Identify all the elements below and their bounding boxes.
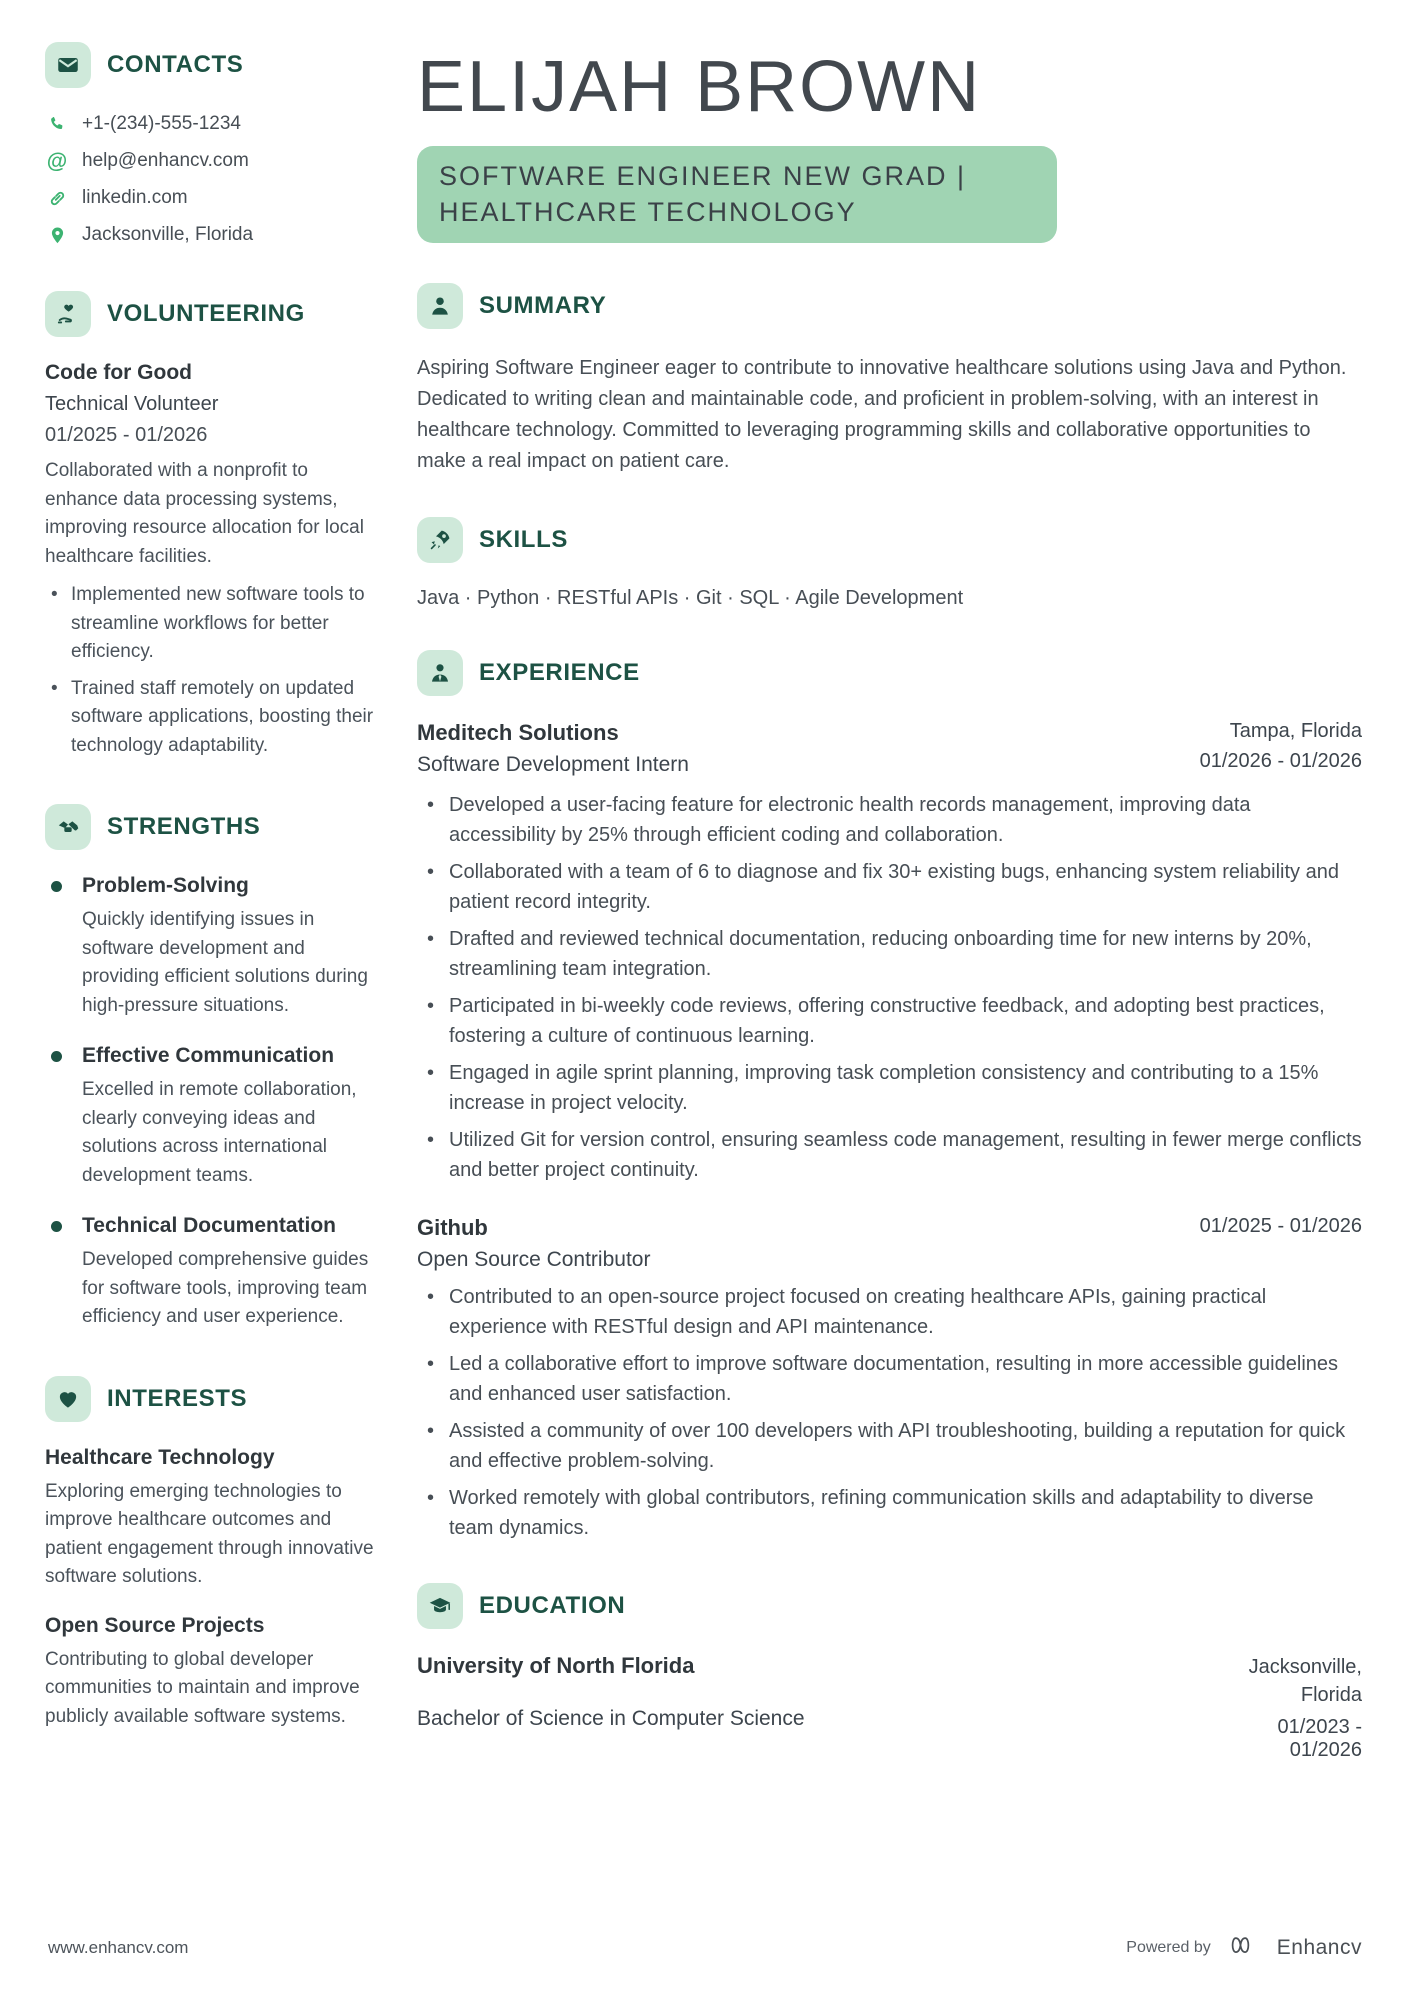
skills-heading — [417, 517, 1362, 563]
company-name: Github — [417, 1214, 488, 1240]
interests-heading — [45, 1376, 377, 1422]
education-heading — [417, 1583, 1362, 1629]
company-name: Meditech Solutions — [417, 719, 619, 745]
education-entry — [417, 1653, 1362, 1762]
job-bullet: • Assisted a community of over 100 developers with API troubleshooting, building a reputation for quick and effective problem-solving. — [427, 1416, 1362, 1476]
job-dates: 01/2025 - 01/2026 — [1199, 1214, 1362, 1237]
interest-item — [45, 1446, 377, 1592]
email-value: help@enhancv.com — [82, 150, 249, 171]
education-dates: 01/2023 - 01/2026 — [1277, 1715, 1362, 1761]
skills-section — [417, 517, 1362, 610]
strength-item — [45, 874, 377, 1020]
degree-name: Bachelor of Science in Computer Science — [417, 1706, 805, 1730]
volunteering-bullet: • Trained staff remotely on updated software applications, boosting their technology adaptability. — [51, 675, 377, 761]
summary-section — [417, 283, 1362, 477]
sidebar — [45, 42, 377, 1775]
job-bullets — [427, 1282, 1362, 1543]
interest-title: Healthcare Technology — [45, 1445, 275, 1469]
education-left — [417, 1653, 1202, 1731]
interest-text: Exploring emerging technologies to improve healthcare outcomes and patient engagement through innovative software solutions. — [45, 1480, 374, 1587]
phone-value: +1-(234)-555-1234 — [82, 113, 241, 134]
job-header — [417, 1215, 1362, 1272]
skills-list: Java · Python · RESTful APIs · Git · SQL · Agile Development — [417, 586, 964, 609]
businessman-icon — [417, 650, 463, 696]
heart-icon — [45, 1376, 91, 1422]
interest-text: Contributing to global developer communities to maintain and improve publicly available software systems. — [45, 1648, 360, 1727]
powered-by-block[interactable] — [1126, 1935, 1362, 1961]
location-value: Jacksonville, Florida — [82, 224, 254, 245]
graduation-cap-icon — [417, 1583, 463, 1629]
job-header — [417, 720, 1362, 780]
volunteering-description: Collaborated with a nonprofit to enhance data processing systems, improving resource allocation for local healthcare facilities. — [45, 460, 364, 567]
contacts-heading — [45, 42, 377, 88]
strength-item — [45, 1044, 377, 1190]
job-title-badge: SOFTWARE ENGINEER NEW GRAD | HEALTHCARE TECHNOLOGY — [417, 146, 1057, 243]
footer-url[interactable]: www.enhancv.com — [48, 1938, 189, 1957]
job-left — [417, 720, 689, 777]
job-role: Open Source Contributor — [417, 1247, 651, 1271]
job-bullet: • Collaborated with a team of 6 to diagnose and fix 30+ existing bugs, enhancing system reliability and patient record integrity. — [427, 857, 1362, 917]
school-name: University of North Florida — [417, 1652, 695, 1678]
education-section — [417, 1583, 1362, 1762]
interests-title: INTERESTS — [107, 1384, 248, 1412]
job-dates: 01/2026 - 01/2026 — [1199, 749, 1362, 772]
strength-title: Technical Documentation — [82, 1214, 336, 1237]
link-icon — [45, 186, 69, 210]
summary-text: Aspiring Software Engineer eager to contribute to innovative healthcare solutions using Java and Python. Dedicated to writing clean and maintainable code, and proficient in problem-solving, with an interest in healthcare technology. Committed to leveraging programming skills and collaborative opportunities to make a real impact on patient care. — [417, 356, 1347, 472]
interests-section — [45, 1376, 377, 1732]
job-bullet: • Contributed to an open-source project focused on creating healthcare APIs, gaining practical experience with RESTful design and API maintenance. — [427, 1282, 1362, 1342]
contact-phone — [45, 112, 377, 136]
volunteering-title: VOLUNTEERING — [107, 300, 305, 327]
experience-heading — [417, 650, 1362, 696]
experience-title: EXPERIENCE — [479, 658, 640, 686]
job-bullets — [427, 790, 1362, 1185]
summary-heading — [417, 283, 1362, 329]
interest-item — [45, 1614, 377, 1732]
page-footer — [48, 1935, 1362, 1961]
contacts-title: CONTACTS — [107, 51, 244, 78]
job-bullet: • Engaged in agile sprint planning, improving task completion consistency and contributing to a 15% increase in project velocity. — [427, 1058, 1362, 1118]
pin-icon — [45, 223, 69, 247]
summary-title: SUMMARY — [479, 291, 607, 319]
brand-name: Enhancv — [1276, 1936, 1362, 1959]
bullet-dot — [51, 1051, 62, 1062]
education-location: Jacksonville, Florida — [1248, 1655, 1362, 1706]
experience-entry — [417, 1215, 1362, 1543]
link-value: linkedin.com — [82, 187, 188, 208]
job-bullet: • Participated in bi-weekly code reviews, offering constructive feedback, and adopting best practices, fostering a culture of continuous learning. — [427, 991, 1362, 1051]
job-bullet: • Worked remotely with global contributors, refining communication skills and adaptability to diverse team dynamics. — [427, 1483, 1362, 1543]
handshake-icon — [45, 804, 91, 850]
volunteering-bullet: • Implemented new software tools to streamline workflows for better efficiency. — [51, 581, 377, 667]
powered-by-label: Powered by — [1126, 1939, 1211, 1956]
volunteering-org: Code for Good — [45, 361, 192, 384]
job-left — [417, 1215, 650, 1272]
job-bullet: • Drafted and reviewed technical documentation, reducing onboarding time for new interns by 20%, streamlining team integration. — [427, 924, 1362, 984]
contact-email[interactable] — [45, 149, 377, 173]
skills-title: SKILLS — [479, 525, 568, 553]
person-icon — [417, 283, 463, 329]
job-role: Software Development Intern — [417, 752, 689, 776]
volunteering-bullets — [51, 581, 377, 760]
contact-location — [45, 223, 377, 247]
education-title: EDUCATION — [479, 1591, 626, 1619]
phone-icon — [45, 112, 69, 136]
volunteering-section — [45, 291, 377, 760]
job-location: Tampa, Florida — [1229, 719, 1362, 742]
strength-title: Effective Communication — [82, 1044, 335, 1067]
strength-text: Quickly identifying issues in software development and providing efficient solutions during high-pressure situations. — [82, 909, 368, 1016]
strengths-heading — [45, 804, 377, 850]
at-icon: @ — [46, 149, 68, 173]
strength-title: Problem-Solving — [82, 874, 249, 897]
strengths-section — [45, 804, 377, 1332]
contact-link[interactable] — [45, 186, 377, 210]
job-bullet: • Led a collaborative effort to improve software documentation, resulting in more accessible guidelines and enhanced user satisfaction. — [427, 1349, 1362, 1409]
job-bullet: • Utilized Git for version control, ensuring seamless code management, resulting in fewer merge conflicts and better project continuity. — [427, 1125, 1362, 1185]
experience-section — [417, 650, 1362, 1543]
strength-item — [45, 1214, 377, 1332]
bullet-dot — [51, 1221, 62, 1232]
contacts-section — [45, 42, 377, 247]
candidate-name: ELIJAH BROWN — [417, 47, 982, 127]
experience-entry — [417, 720, 1362, 1185]
job-right — [1200, 1215, 1362, 1245]
job-right — [1200, 720, 1362, 780]
education-right — [1202, 1653, 1362, 1762]
volunteering-heading — [45, 291, 377, 337]
hand-heart-icon — [45, 291, 91, 337]
infinity-logo-icon — [1223, 1935, 1265, 1961]
rocket-icon — [417, 517, 463, 563]
volunteering-role: Technical Volunteer — [45, 393, 219, 415]
strength-text: Developed comprehensive guides for software tools, improving team efficiency and user experience. — [82, 1249, 369, 1327]
volunteering-dates: 01/2025 - 01/2026 — [45, 424, 208, 446]
bullet-dot — [51, 881, 62, 892]
strengths-title: STRENGTHS — [107, 813, 261, 840]
main-column — [417, 42, 1362, 1775]
envelope-icon — [45, 42, 91, 88]
strength-text: Excelled in remote collaboration, clearly conveying ideas and solutions across international development teams. — [82, 1079, 357, 1186]
job-bullet: • Developed a user-facing feature for electronic health records management, improving data accessibility by 25% through efficient coding and collaboration. — [427, 790, 1362, 850]
interest-title: Open Source Projects — [45, 1613, 265, 1637]
